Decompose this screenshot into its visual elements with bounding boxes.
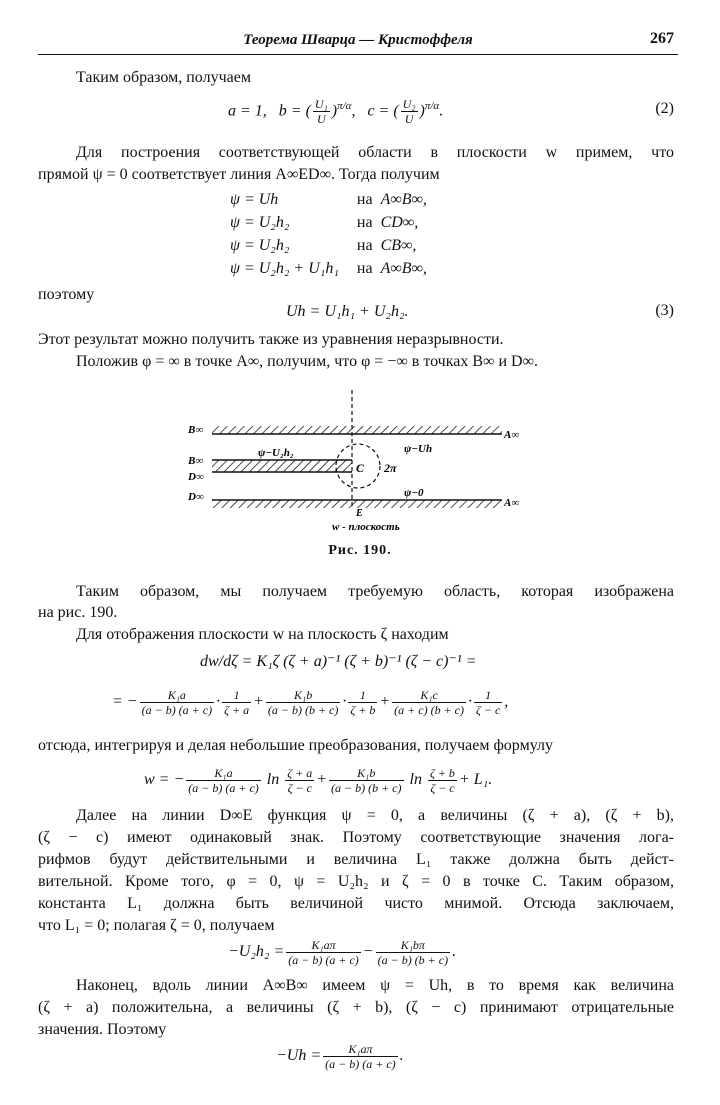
paragraph-2-line-2: прямой ψ = 0 соответствует линия A∞ED∞. Тогда получим [38, 166, 440, 183]
page-number: 267 [650, 30, 674, 47]
label-C: C [356, 461, 365, 475]
paragraph-9-line-1: Наконец, вдоль линии A∞B∞ имеем ψ = Uh, в то время как величина [76, 977, 674, 994]
label-B-top: B∞ [188, 424, 204, 436]
equation-5: w = − $\frac{\text{K₁a}}{(a - b) (a + c)}$ ln $\frac{\zeta + a}{\zeta - c}$ + $\frac{\text{K₁b}}{(a - b) (b + c)}$ ln $\frac{\zeta + b}{\zeta - c}$ + L₁. [144, 766, 493, 795]
paragraph-7: отсюда, интегрируя и делая небольшие преобразования, получаем формулу [38, 737, 553, 754]
label-psi-right: ψ−Uh [404, 443, 433, 455]
paragraph-8-line-3: рифмов будут действительными и величина L₁ также должна быть дейст- [38, 851, 674, 868]
paragraph-2-line-1: Для построения соответствующей области в плоскости w примем, что [76, 144, 674, 161]
paragraph-8-line-5: константа L₁ должна быть величиной чисто мнимой. Отсюда заключаем, [38, 895, 674, 912]
label-A-top: A∞ [504, 429, 520, 441]
running-header [38, 28, 678, 55]
label-B-mid: B∞ [188, 455, 204, 467]
psi-row: ψ = U₂h₂ на CD∞, [230, 213, 419, 231]
paragraph-9-line-2: (ζ + a) положительна, а величины (ζ + b), (ζ − c) принимают отрицательные [38, 999, 674, 1016]
paragraph-4: Положив φ = ∞ в точке A∞, получим, что φ = −∞ в точках B∞ и D∞. [76, 353, 538, 370]
eq2-b-frac: $\frac{\text{U₁}}{U}$ [314, 97, 328, 127]
eq2-c-lhs: c = [367, 102, 390, 120]
label-D-mid: D∞ [188, 471, 204, 483]
equation-6: −U₂h₂ = $\frac{\text{K₁aπ}}{(a - b) (a + c)}$ − $\frac{\text{K₁bπ}}{(a - b) (b + c)}$ . [228, 938, 457, 967]
label-2pi: 2π [384, 461, 397, 475]
paragraph-3: Этот результат можно получить также из уравнения неразрывности. [38, 331, 504, 348]
equation-3-number: (3) [655, 302, 674, 319]
therefore-word: поэтому [38, 286, 95, 303]
label-w-plane: w - плоскость [332, 521, 400, 533]
equation-4-line-2: = − $\frac{\text{K₁a}}{(a - b) (a + c)}$ · $\frac{1}{\zeta + a}$ + $\frac{\text{K₁b}}{(a - b) (b + c)}$ · $\frac{1}{\zeta + b}$ + $\frac{\text{K₁c}}{(a + c) (b + c)}$ · $\frac{1}{\zeta - c}$ , [112, 688, 509, 717]
figure-190 [180, 388, 540, 538]
label-psi-zero: ψ−0 [404, 487, 424, 499]
header-title: Теорема Шварца — Кристоффеля [243, 32, 473, 48]
intro-text: Таким образом, получаем [76, 69, 251, 86]
figure-caption: Рис. 190. [328, 543, 392, 558]
psi-row: ψ = Uh на A∞B∞, [230, 190, 427, 208]
paragraph-9-line-3: значения. Поэтому [38, 1021, 167, 1038]
paragraph-8-line-4: вительной. Кроме того, φ = 0, ψ = U₂h₂ и ζ = 0 в точке C. Таким образом, [38, 873, 674, 890]
paragraph-5-line-2: на рис. 190. [38, 604, 118, 621]
label-psi-left: ψ−U₂h₂ [258, 447, 294, 459]
eq2-c-frac: $\frac{\text{U₂}}{U}$ [402, 97, 416, 127]
equation-3: Uh = U₁h₁ + U₂h₂. [286, 303, 409, 320]
label-D-bot: D∞ [188, 491, 204, 503]
psi-row: ψ = U₂h₂ + U₁h₁ на A∞B∞, [230, 259, 427, 277]
paragraph-8-line-1: Далее на линии D∞E функция ψ = 0, а величины (ζ + a), (ζ + b), [76, 807, 674, 824]
equation-4-line-1: dw/dζ = K₁ζ (ζ + a)⁻¹ (ζ + b)⁻¹ (ζ − c)⁻¹ = [200, 653, 477, 670]
psi-table [230, 188, 427, 280]
paragraph-6: Для отображения плоскости w на плоскость ζ находим [76, 626, 449, 643]
equation-7: −Uh = $\frac{\text{K₁aπ}}{(a - b) (a + c)}$ . [276, 1042, 404, 1071]
paragraph-5-line-1: Таким образом, мы получаем требуемую область, которая изображена [76, 583, 674, 600]
equation-2: a = 1, b = ( $\frac{\text{U₁}}{U}$ )$^{\pi/\alpha}$, c = ( $\frac{\text{U₂}}{U}$ )$^{\pi/\alpha}$. [228, 97, 444, 127]
label-A-bot: A∞ [504, 497, 520, 509]
middle-plate-hatch [212, 460, 352, 472]
top-wall-hatch [212, 426, 502, 434]
eq2-a: a = 1, [228, 102, 267, 120]
equation-2-number: (2) [655, 100, 674, 117]
psi-row: ψ = U₂h₂ на CB∞, [230, 236, 417, 254]
paragraph-8-line-2: (ζ − c) имеют одинаковый знак. Поэтому соответствующие значения лога- [38, 829, 674, 846]
paragraph-8-line-6: что L₁ = 0; полагая ζ = 0, получаем [38, 917, 275, 934]
eq2-b-lhs: b = [278, 102, 302, 120]
label-E: E [356, 508, 363, 519]
bottom-wall-hatch [212, 500, 502, 508]
